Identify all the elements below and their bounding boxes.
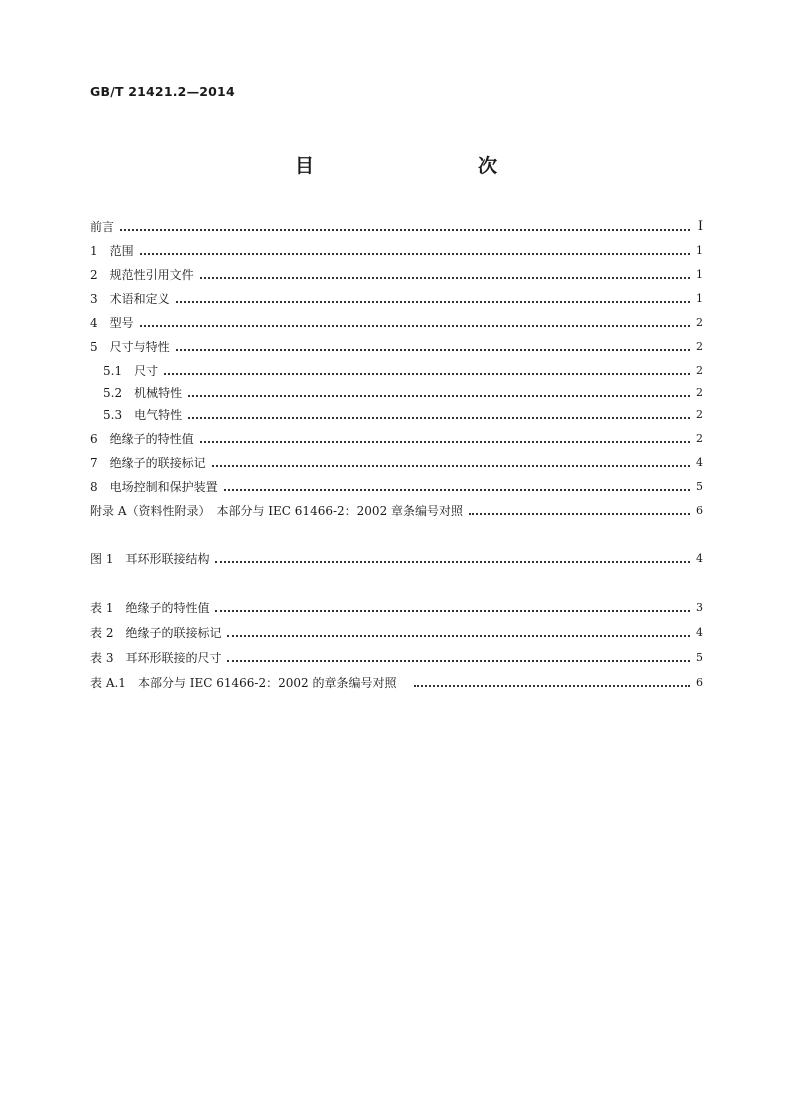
toc-entry-number: 5.2 bbox=[103, 386, 123, 400]
toc-entry-page: 4 bbox=[696, 626, 703, 639]
toc-entry-number: 8 bbox=[90, 480, 98, 494]
toc-entry-number: 5.1 bbox=[103, 364, 123, 378]
toc-entry-annex-a[interactable] bbox=[90, 503, 703, 519]
toc-entry-number: 2 bbox=[90, 268, 98, 282]
toc-entry-5-2[interactable] bbox=[103, 385, 703, 401]
toc-entry-8[interactable] bbox=[90, 479, 703, 495]
toc-entry-number: 表 2 bbox=[90, 626, 114, 640]
toc-entry-label: 耳环形联接结构 bbox=[125, 552, 210, 566]
toc-entry-5-3[interactable] bbox=[103, 407, 703, 423]
dot-leader bbox=[469, 513, 690, 515]
dot-leader bbox=[215, 610, 690, 612]
toc-entry-label: 型号 bbox=[109, 316, 134, 330]
toc-entry-label: 前言 bbox=[90, 220, 115, 234]
toc-entry-label: 尺寸与特性 bbox=[109, 340, 170, 354]
toc-entry-number: 6 bbox=[90, 432, 98, 446]
toc-entry-number: 3 bbox=[90, 292, 98, 306]
toc-entry-label: 绝缘子的联接标记 bbox=[125, 626, 222, 640]
dot-leader bbox=[212, 465, 690, 467]
toc-entry-page: 1 bbox=[696, 244, 703, 257]
dot-leader bbox=[164, 373, 690, 375]
toc-entry-number: 附录 A bbox=[90, 504, 127, 518]
toc-entry-label: 尺寸 bbox=[134, 364, 159, 378]
dot-leader bbox=[176, 349, 690, 351]
toc-entry-page: 3 bbox=[696, 601, 703, 614]
toc-entry-label: 绝缘子的特性值 bbox=[125, 601, 210, 615]
toc-entry-table-3[interactable] bbox=[90, 650, 703, 666]
dot-leader bbox=[227, 635, 690, 637]
toc-entry-label: 电场控制和保护装置 bbox=[109, 480, 218, 494]
toc-entry-5[interactable] bbox=[90, 339, 703, 355]
toc-entry-label: （资料性附录） 本部分与 IEC 61466-2：2002 章条编号对照 bbox=[126, 504, 464, 518]
toc-entry-page: 2 bbox=[696, 316, 703, 329]
dot-leader bbox=[176, 301, 690, 303]
dot-leader bbox=[215, 561, 690, 563]
toc-entry-number: 1 bbox=[90, 244, 98, 258]
toc-entry-page: 2 bbox=[696, 340, 703, 353]
dot-leader bbox=[414, 685, 690, 687]
toc-entry-number: 图 1 bbox=[90, 552, 114, 566]
dot-leader bbox=[200, 441, 690, 443]
toc-entry-7[interactable] bbox=[90, 455, 703, 471]
toc-entry-3[interactable] bbox=[90, 291, 703, 307]
toc-entry-number: 4 bbox=[90, 316, 98, 330]
toc-entry-label: 本部分与 IEC 61466-2：2002 的章条编号对照 bbox=[137, 676, 397, 690]
toc-entry-4[interactable] bbox=[90, 315, 703, 331]
toc-entry-5-1[interactable] bbox=[103, 363, 703, 379]
page-title: 目 次 bbox=[294, 155, 539, 177]
toc-entry-number: 表 3 bbox=[90, 651, 114, 665]
toc-entry-label: 耳环形联接的尺寸 bbox=[125, 651, 222, 665]
toc-entry-number: 表 A.1 bbox=[90, 676, 126, 690]
toc-entry-number: 5 bbox=[90, 340, 98, 354]
toc-entry-page: 2 bbox=[696, 408, 703, 421]
toc-entry-page: 4 bbox=[696, 456, 703, 469]
toc-entry-page: 5 bbox=[696, 651, 703, 664]
toc-entry-number: 表 1 bbox=[90, 601, 114, 615]
toc-entry-label: 绝缘子的特性值 bbox=[109, 432, 194, 446]
toc-entry-page: 1 bbox=[696, 268, 703, 281]
toc-entry-label: 电气特性 bbox=[134, 408, 183, 422]
toc-entry-page: 1 bbox=[696, 292, 703, 305]
toc-entry-page: 2 bbox=[696, 364, 703, 377]
toc-entry-page: Ⅰ bbox=[697, 219, 703, 234]
toc-entry-table-1[interactable] bbox=[90, 600, 703, 616]
toc-entry-2[interactable] bbox=[90, 267, 703, 283]
dot-leader bbox=[224, 489, 690, 491]
dot-leader bbox=[120, 229, 690, 231]
toc-entry-page: 6 bbox=[696, 676, 703, 689]
toc-entry-table-a1[interactable] bbox=[90, 675, 703, 691]
toc-entry-figure-1[interactable] bbox=[90, 551, 703, 567]
dot-leader bbox=[227, 660, 690, 662]
toc-entry-label: 机械特性 bbox=[134, 386, 183, 400]
toc-entry-page: 6 bbox=[696, 504, 703, 517]
toc-entry-page: 5 bbox=[696, 480, 703, 493]
toc-entry-6[interactable] bbox=[90, 431, 703, 447]
toc-entry-table-2[interactable] bbox=[90, 625, 703, 641]
dot-leader bbox=[188, 395, 690, 397]
toc-entry-foreword[interactable] bbox=[90, 219, 703, 235]
toc-entry-label: 绝缘子的联接标记 bbox=[109, 456, 206, 470]
document-code: GB/T 21421.2—2014 bbox=[90, 84, 235, 99]
toc-entry-page: 4 bbox=[696, 552, 703, 565]
toc-entry-label: 术语和定义 bbox=[109, 292, 170, 306]
toc-entry-page: 2 bbox=[696, 386, 703, 399]
toc-entry-number: 7 bbox=[90, 456, 98, 470]
toc-entry-label: 范围 bbox=[109, 244, 134, 258]
dot-leader bbox=[188, 417, 690, 419]
dot-leader bbox=[140, 325, 690, 327]
dot-leader bbox=[200, 277, 690, 279]
toc-entry-label: 规范性引用文件 bbox=[109, 268, 194, 282]
toc-entry-page: 2 bbox=[696, 432, 703, 445]
dot-leader bbox=[140, 253, 690, 255]
toc-entry-number: 5.3 bbox=[103, 408, 123, 422]
toc-entry-1[interactable] bbox=[90, 243, 703, 259]
